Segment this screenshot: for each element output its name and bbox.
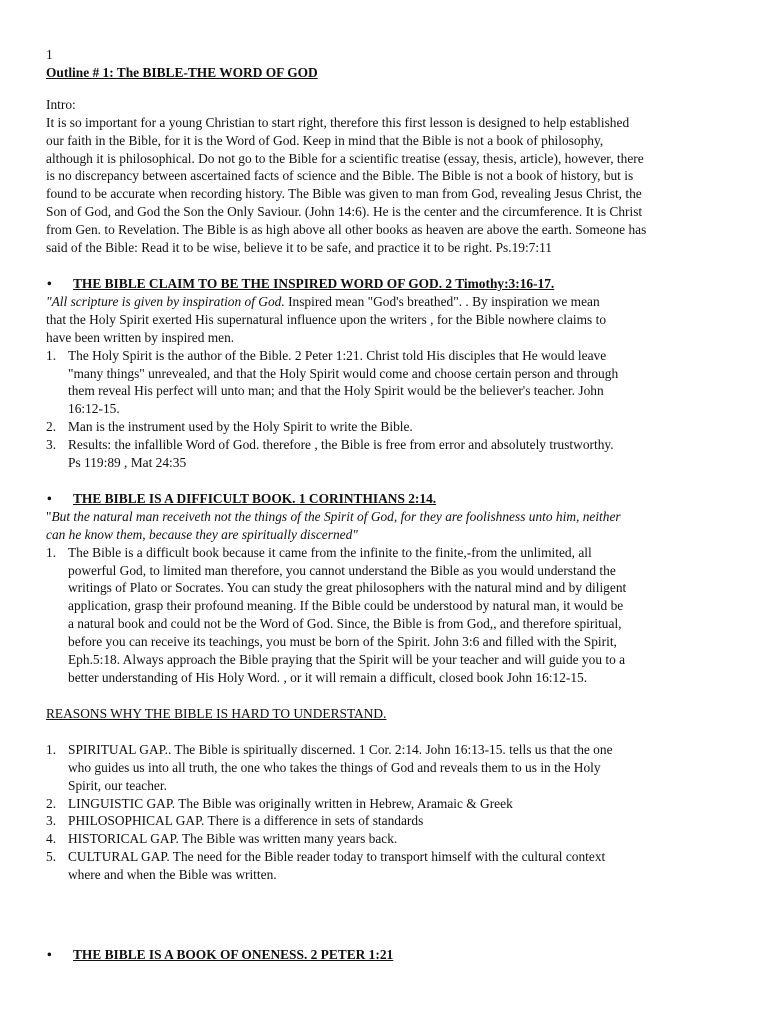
list-item-line: SPIRITUAL GAP.. The Bible is spiritually discerned. 1 Cor. 2:14. John 16:13-15. tells us that the one [68,741,613,757]
section-quote-line [46,293,726,311]
list-item-line: Spirit, our teacher. [68,777,167,793]
list-item-line: The Holy Spirit is the author of the Bible. 2 Peter 1:21. Christ told His disciples that He would leave [68,347,607,363]
section-heading-oneness [46,946,726,964]
list-item-line: HISTORICAL GAP. The Bible was written many years back. [68,831,398,847]
list-item-body [68,418,726,436]
list-item-body [68,544,726,687]
scripture-quote: "All scripture is given by inspiration of God. [46,293,285,309]
list-number: 4. [46,831,57,847]
scripture-quote: But the natural man receiveth not the things of the Spirit of God, for they are foolishness unto him, neither [51,508,621,524]
quote-commentary: Inspired mean "God's breathed". . By inspiration we mean [284,293,600,309]
list-item-body [68,812,726,830]
outline-title: Outline # 1: The BIBLE-THE WORD OF GOD [46,64,318,80]
section-heading-text: THE BIBLE IS A DIFFICULT BOOK. 1 CORINTHIANS 2:14. [73,490,437,506]
spacer [46,687,726,705]
intro-line: said of the Bible: Read it to be wise, believe it to be safe, and practice it to be right. Ps.19:7:11 [46,240,552,256]
list-item-line: them reveal His perfect will unto man; and that the Holy Spirit would be the believer's teacher. John [68,383,604,399]
list-item-line: "many things" unrevealed, and that the Holy Spirit would come and choose certain person and through [68,365,619,381]
list-number: 2. [46,419,57,435]
document-page [46,46,726,964]
list-item-line: before you can receive its teachings, you must be born of the Spirit. John 3:6 and filled with the Spirit, [68,634,617,650]
section-heading-difficult [46,490,726,508]
list-item-line: The Bible is a difficult book because it came from the infinite to the finite,-from the unlimited, all [68,544,592,560]
list-item [46,544,726,687]
spacer [46,257,726,275]
list-number: 1. [46,544,57,560]
reasons-heading: REASONS WHY THE BIBLE IS HARD TO UNDERSTAND. [46,705,387,721]
list-item-line: Man is the instrument used by the Holy Spirit to write the Bible. [68,419,413,435]
list-item [46,347,726,419]
intro-paragraph [46,114,726,257]
list-item-line: Ps 119:89 , Mat 24:35 [68,455,187,471]
page-number: 1 [46,47,53,62]
list-item [46,741,726,795]
list-number: 1. [46,347,57,363]
list-item-line: PHILOSOPHICAL GAP. There is a difference in sets of standards [68,813,424,829]
intro-line: from Gen. to Revelation. The Bible is as high above all other books as heaven are above the earth. Someone has [46,222,647,238]
bullet-icon: • [47,947,52,963]
intro-line: Son of God, and God the Son the Only Saviour. (John 14:6). He is the center and the circumference. It is Christ [46,204,643,220]
inspired-numbered-list [46,347,726,472]
intro-label: Intro: [46,96,76,112]
quote-open-mark: " [46,508,52,524]
list-number: 2. [46,795,57,811]
reasons-numbered-list [46,741,726,884]
difficult-numbered-list [46,544,726,687]
list-item-line: a natural book and could not be the Word of God. Since, the Bible is from God,, and therefore spiritual, [68,616,622,632]
list-number: 3. [46,813,57,829]
section-quote-line [46,508,726,526]
list-item-line: writings of Plato or Socrates. You can study the great philosophers with the natural mind and by diligent [68,580,627,596]
intro-line: is no discrepancy between ascertained facts of science and the Bible. The Bible is not a book of history, but is [46,168,634,184]
list-item-line: better understanding of His Holy Word. , or it will remain a difficult, closed book John 16:12-15. [68,670,588,685]
list-item [46,830,726,848]
list-item-body [68,795,726,813]
list-item-line: who guides us into all truth, the one who takes the things of God and reveals them to us in the Holy [68,759,601,775]
list-item-line: CULTURAL GAP. The need for the Bible reader today to transport himself with the cultural context [68,849,606,865]
list-item [46,795,726,813]
intro-line: found to be accurate when recording history. The Bible was given to man from God, revealing Jesus Christ, the [46,186,642,202]
list-item-body [68,741,726,795]
list-item-line: 16:12-15. [68,401,120,417]
spacer [46,723,726,741]
section-text-line: have been written by inspired men. [46,329,235,345]
list-item-body [68,830,726,848]
list-item [46,436,726,472]
list-item [46,812,726,830]
intro-line: although it is philosophical. Do not go to the Bible for a scientific treatise (essay, thesis, article), however, there [46,150,644,166]
section-heading-text: THE BIBLE IS A BOOK OF ONENESS. 2 PETER 1:21 [73,947,394,963]
spacer [46,472,726,490]
intro-line: It is so important for a young Christian to start right, therefore this first lesson is designed to help established [46,114,630,130]
list-item-line: application, grasp their profound meaning. If the Bible could be understood by natural man, it would be [68,598,624,614]
section-heading-text: THE BIBLE CLAIM TO BE THE INSPIRED WORD OF GOD. 2 Timothy:3:16-17. [73,275,555,291]
list-item-line: powerful God, to limited man therefore, you cannot understand the Bible as you would understand the [68,562,616,578]
list-item-line: Results: the infallible Word of God. therefore , the Bible is free from error and absolutely trustworthy. [68,437,614,453]
list-item [46,848,726,884]
list-item-body [68,848,726,884]
list-item-body [68,436,726,472]
section-text-line: that the Holy Spirit exerted His supernatural influence upon the writers , for the Bible nowhere claims to [46,311,607,327]
list-item-line: where and when the Bible was written. [68,867,277,883]
bullet-icon: • [47,490,52,506]
list-number: 1. [46,741,57,757]
list-item-body [68,347,726,419]
section-heading-inspired [46,275,726,293]
spacer [46,884,726,946]
list-item-line: Eph.5:18. Always approach the Bible praying that the Spirit will be your teacher and will guide you to a [68,652,626,668]
scripture-quote: can he know them, because they are spiritually discerned" [46,526,358,542]
list-item-line: LINGUISTIC GAP. The Bible was originally written in Hebrew, Aramaic & Greek [68,795,513,811]
spacer [46,82,726,96]
list-number: 3. [46,437,57,453]
list-item [46,418,726,436]
list-number: 5. [46,849,57,865]
intro-line: our faith in the Bible, for it is the Word of God. Keep in mind that the Bible is not a book of philosophy, [46,132,604,148]
bullet-icon: • [47,275,52,291]
